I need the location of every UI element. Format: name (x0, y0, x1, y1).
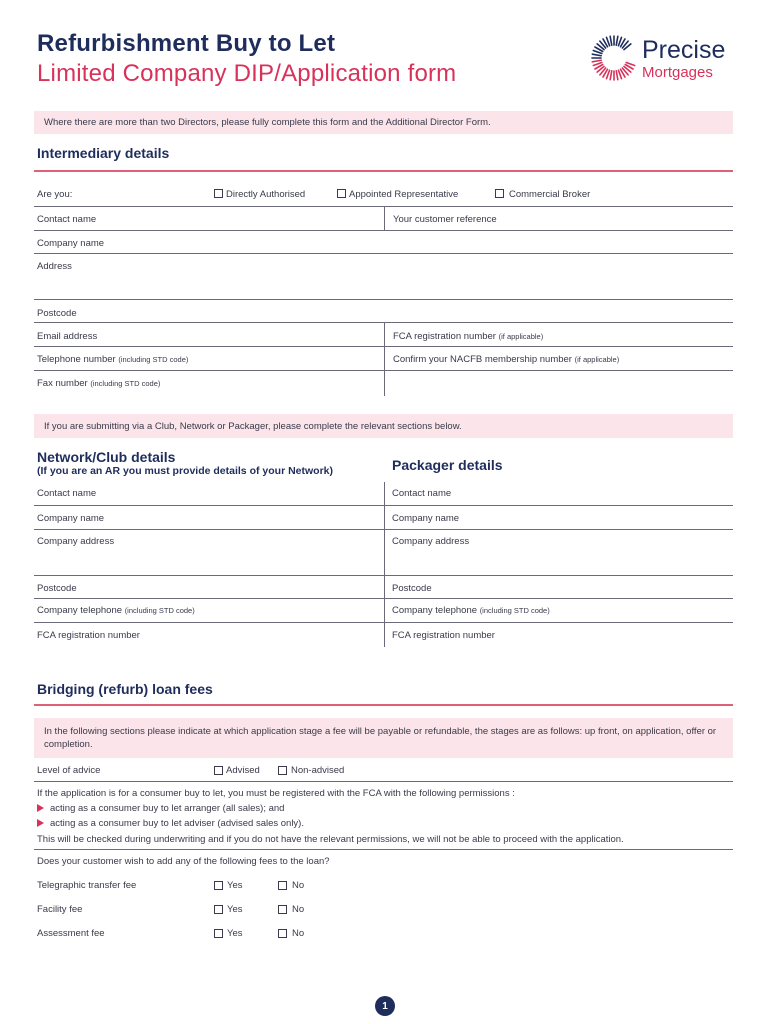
company-name-row (34, 231, 733, 254)
facility-fee-yes-checkbox[interactable] (214, 905, 223, 914)
club-address-row (34, 530, 733, 576)
network-subheading: (If you are an AR you must provide details of your Network) (37, 465, 333, 477)
consumer-btl-intro: If the application is for a consumer buy to let, you must be registered with the FCA with the following permissions : (37, 788, 515, 799)
postcode-field[interactable]: Postcode (37, 308, 77, 319)
precise-mortgages-logo: Precise Mortgages (590, 34, 740, 84)
appointed-representative-checkbox[interactable] (337, 189, 346, 198)
network-fca-field[interactable]: FCA registration number (37, 630, 140, 641)
fca-registration-field[interactable]: FCA registration number (if applicable) (393, 331, 544, 342)
fees-heading: Bridging (refurb) loan fees (37, 681, 213, 697)
non-advised-checkbox[interactable] (278, 766, 287, 775)
packager-company-address-field[interactable]: Company address (392, 536, 470, 547)
bullet-arrow-icon (37, 804, 44, 812)
fee-item-label: Telegraphic transfer fee (37, 880, 137, 891)
assessment-fee-no-checkbox[interactable] (278, 929, 287, 938)
email-row (34, 323, 733, 347)
postcode-row (34, 300, 733, 323)
assessment-fee-yes-checkbox[interactable] (214, 929, 223, 938)
packager-heading: Packager details (392, 457, 503, 473)
contact-name-field[interactable]: Contact name (37, 214, 97, 225)
logo-ring-icon (590, 34, 638, 82)
are-you-row: Are you: Directly Authorised Appointed Representative Commercial Broker (34, 183, 733, 207)
fax-field[interactable]: Fax number (including STD code) (37, 378, 161, 389)
facility-fee-no-checkbox[interactable] (278, 905, 287, 914)
telegraphic-fee-yes-checkbox[interactable] (214, 881, 223, 890)
form-page: Refurbishment Buy to Let Limited Company DIP/Application form Precise Mortgages Where there are more than two Directors, please fully complete this form and the Additional Director Form. Intermediary details Are you: Directly Authorised Appointed Representative Commercial Broker Contact name Your customer reference Company name Address Postcode Email address FCA registration number (if applicable) Telephone number (including STD code) Confirm your NACFB membership number (if applicable) Fax number (including STD code) If you are submitting via a Club, Network or Packager, please complete the relevant sections below. Network/Club details (If you are an AR you must provide details of your Network) Packager details Contact name Contact name Company name Company name Company address Company address Postcode Postcode Company telephone (including STD code) Company telephone (including STD code) FCA registration number FCA registration number Bridging (refurb) loan fees In the following sections please indicate at which application stage a fee will be payable or refundable, the stages are as follows: up front, on application, offer or completion. Level of advice Advised Non-advised If the application is for a consumer buy to let, you must be registered with the FCA with the following permissions : acting as a consumer buy to let arranger (all sales); and acting as a consumer buy to let adviser (advised sales only). This will be checked during underwriting and if you do not have the relevant permissions, we will not be able to proceed with the application. Does your customer wish to add any of the following fees to the loan? Telegraphic transfer fee Yes No Facility fee Yes No Assessment fee Yes No 1 (0, 0, 770, 1024)
advised-checkbox[interactable] (214, 766, 223, 775)
section-divider (34, 704, 733, 706)
customer-reference-field[interactable]: Your customer reference (393, 214, 497, 225)
intermediary-heading: Intermediary details (37, 145, 170, 161)
nacfb-membership-field[interactable]: Confirm your NACFB membership number (if applicable) (393, 354, 620, 365)
telephone-field[interactable]: Telephone number (including STD code) (37, 354, 189, 365)
club-contact-row (34, 482, 733, 506)
fee-item-label: Assessment fee (37, 928, 105, 939)
permission-bullet-1: acting as a consumer buy to let arranger (all sales); and (50, 803, 285, 814)
club-company-row (34, 506, 733, 530)
add-fees-question: Does your customer wish to add any of the following fees to the loan? (37, 856, 330, 867)
directors-notice: Where there are more than two Directors, please fully complete this form and the Additional Director Form. (34, 111, 733, 134)
club-telephone-row (34, 599, 733, 623)
directly-authorised-checkbox[interactable] (214, 189, 223, 198)
club-network-notice: If you are submitting via a Club, Network or Packager, please complete the relevant sections below. (34, 414, 733, 438)
email-field[interactable]: Email address (37, 331, 98, 342)
fees-notice: In the following sections please indicate at which application stage a fee will be payable or refundable, the stages are as follows: up front, on application, offer or completion. (34, 718, 733, 758)
fee-item-label: Facility fee (37, 904, 83, 915)
network-telephone-field[interactable]: Company telephone (including STD code) (37, 605, 195, 616)
commercial-broker-checkbox[interactable] (495, 189, 504, 198)
address-field[interactable]: Address (37, 261, 72, 272)
packager-telephone-field[interactable]: Company telephone (including STD code) (392, 605, 550, 616)
bullet-arrow-icon (37, 819, 44, 827)
underwriting-check-note: This will be checked during underwriting and if you do not have the relevant permissions, we will not be able to proceed with the application. (37, 834, 624, 845)
packager-company-name-field[interactable]: Company name (392, 513, 460, 524)
form-title: Refurbishment Buy to Let (37, 30, 336, 57)
telephone-row (34, 347, 733, 371)
level-of-advice-row: Level of advice Advised Non-advised (34, 760, 733, 782)
company-name-field[interactable]: Company name (37, 238, 105, 249)
network-company-name-field[interactable]: Company name (37, 513, 105, 524)
club-postcode-row (34, 576, 733, 599)
network-heading: Network/Club details (37, 449, 176, 465)
packager-postcode-field[interactable]: Postcode (392, 583, 432, 594)
telegraphic-fee-no-checkbox[interactable] (278, 881, 287, 890)
contact-name-row (34, 207, 733, 231)
network-postcode-field[interactable]: Postcode (37, 583, 77, 594)
permission-bullet-2: acting as a consumer buy to let adviser (advised sales only). (50, 818, 304, 829)
club-fca-row (34, 623, 733, 647)
address-row (34, 254, 733, 300)
fax-row (34, 371, 733, 396)
packager-contact-name-field[interactable]: Contact name (392, 488, 452, 499)
page-number-badge: 1 (375, 996, 395, 1016)
section-divider (34, 170, 733, 172)
packager-fca-field[interactable]: FCA registration number (392, 630, 495, 641)
network-company-address-field[interactable]: Company address (37, 536, 115, 547)
form-subtitle: Limited Company DIP/Application form (37, 60, 457, 87)
divider (34, 849, 733, 850)
network-contact-name-field[interactable]: Contact name (37, 488, 97, 499)
